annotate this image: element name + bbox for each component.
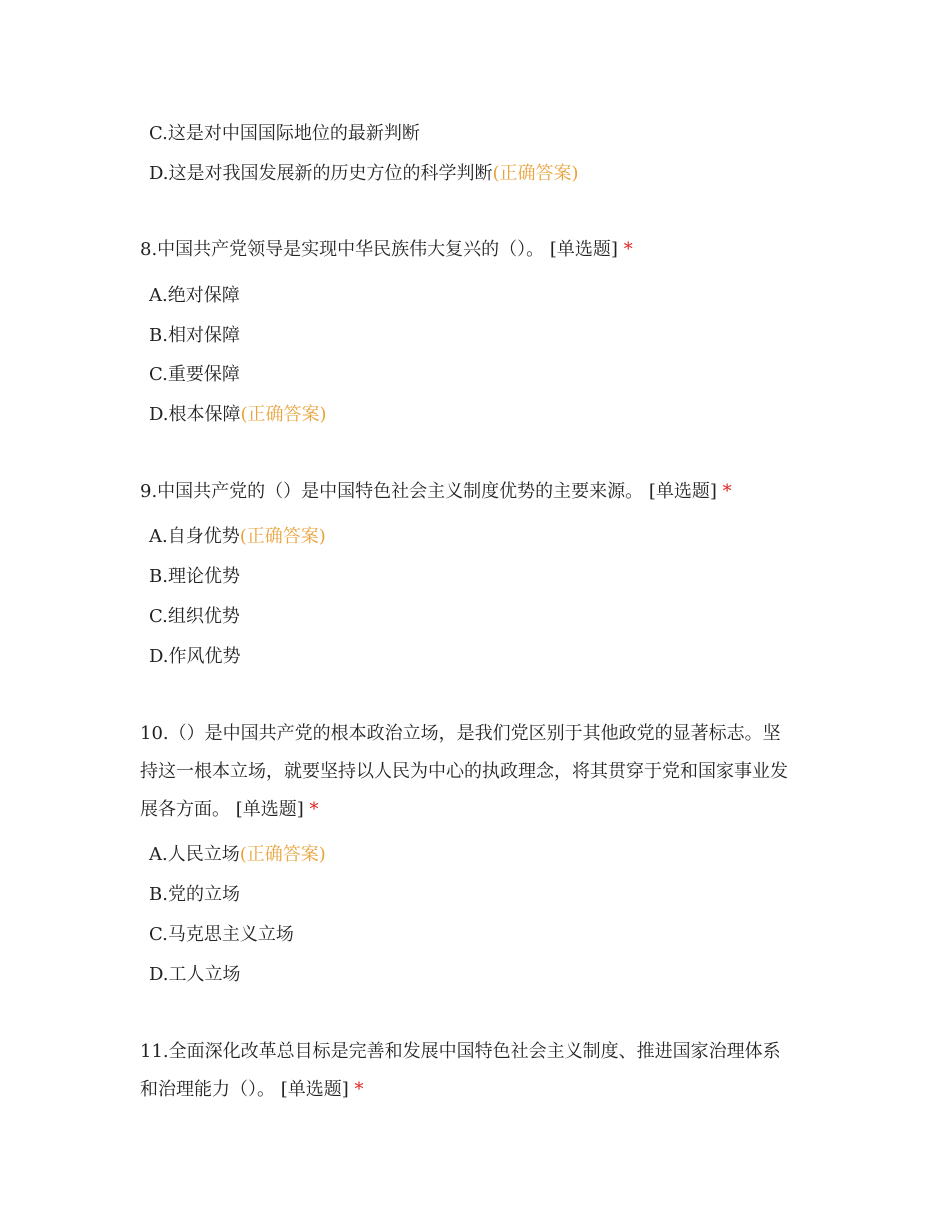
question-text: 8.中国共产党领导是实现中华民族伟大复兴的（）。 [单选题] [140,239,618,260]
question-10-title-line-3 [140,798,319,822]
option-text: D.这是对我国发展新的历史方位的科学判断 [149,163,493,184]
option-text: A.人民立场 [149,844,240,865]
question-8-option-a[interactable] [149,284,240,308]
option-text: D.作风优势 [149,646,241,667]
question-10-option-c[interactable] [149,923,294,947]
question-11-title-line-1 [140,1040,781,1064]
question-10-option-d[interactable] [149,963,241,987]
option-text: A.绝对保障 [149,285,240,306]
question-9-option-a[interactable] [149,525,326,549]
question-10-title-line-1 [140,722,781,746]
required-mark: * [354,1079,364,1100]
question-text: 10.（）是中国共产党的根本政治立场，是我们党区别于其他政党的显著标志。坚 [140,723,781,744]
option-text: D.工人立场 [149,964,241,985]
correct-answer-label: (正确答案) [239,844,326,865]
question-text: 11.全面深化改革总目标是完善和发展中国特色社会主义制度、推进国家治理体系 [140,1041,781,1062]
question-8-option-d[interactable] [149,403,327,427]
question-9-option-d[interactable] [149,645,241,669]
question-9-option-c[interactable] [149,605,240,629]
question-11-title-line-2 [140,1078,364,1102]
option-text: C.组织优势 [149,606,240,627]
option-text: C.这是对中国国际地位的最新判断 [149,123,420,144]
required-mark: * [722,481,732,502]
question-text: 持这一根本立场，就要坚持以人民为中心的执政理念，将其贯穿于党和国家事业发 [140,761,788,782]
option-text: B.相对保障 [149,325,240,346]
option-d[interactable] [149,162,579,186]
option-text: C.重要保障 [149,364,240,385]
question-8-option-c[interactable] [149,363,240,387]
question-text: 9.中国共产党的（）是中国特色社会主义制度优势的主要来源。 [单选题] [140,481,717,502]
question-text: 和治理能力（）。 [单选题] [140,1079,349,1100]
option-text: A.自身优势 [149,526,240,547]
question-10-title-line-2 [140,760,788,784]
question-text: 展各方面。 [单选题] [140,799,304,820]
question-10-option-b[interactable] [149,883,240,907]
required-mark: * [309,799,319,820]
question-9-option-b[interactable] [149,565,240,589]
required-mark: * [623,239,633,260]
option-text: B.理论优势 [149,566,240,587]
option-text: B.党的立场 [149,884,240,905]
option-text: C.马克思主义立场 [149,924,294,945]
option-c[interactable] [149,122,420,146]
question-9-title [140,480,732,504]
correct-answer-label: (正确答案) [240,404,327,425]
option-text: D.根本保障 [149,404,241,425]
question-8-option-b[interactable] [149,324,240,348]
question-10-option-a[interactable] [149,843,326,867]
correct-answer-label: (正确答案) [492,163,579,184]
question-8-title [140,238,633,262]
correct-answer-label: (正确答案) [239,526,326,547]
